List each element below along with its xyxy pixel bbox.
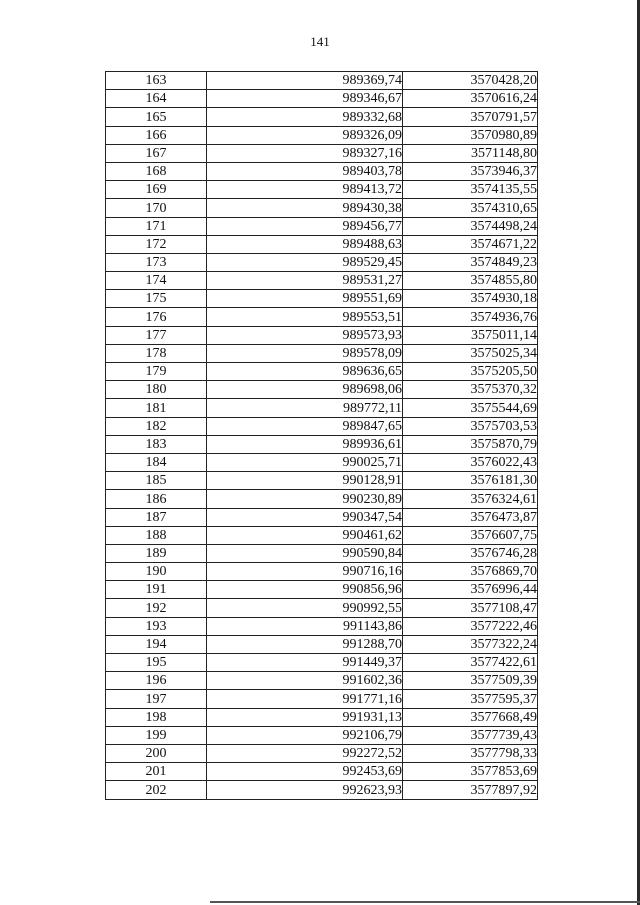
table-row bbox=[106, 381, 538, 399]
y-coordinate-cell: 3570980,89 bbox=[403, 126, 538, 144]
y-coordinate-cell: 3575025,34 bbox=[403, 344, 538, 362]
table-row bbox=[106, 435, 538, 453]
x-coordinate-cell: 991288,70 bbox=[207, 635, 403, 653]
y-coordinate-cell: 3576746,28 bbox=[403, 544, 538, 562]
point-number-cell: 176 bbox=[106, 308, 207, 326]
point-number-cell: 188 bbox=[106, 526, 207, 544]
point-number-cell: 201 bbox=[106, 763, 207, 781]
point-number-cell: 200 bbox=[106, 744, 207, 762]
coordinates-table-body bbox=[106, 72, 538, 800]
point-number-cell: 167 bbox=[106, 144, 207, 162]
point-number-cell: 197 bbox=[106, 690, 207, 708]
table-row bbox=[106, 635, 538, 653]
table-row bbox=[106, 326, 538, 344]
y-coordinate-cell: 3575544,69 bbox=[403, 399, 538, 417]
point-number-cell: 165 bbox=[106, 108, 207, 126]
point-number-cell: 183 bbox=[106, 435, 207, 453]
x-coordinate-cell: 989847,65 bbox=[207, 417, 403, 435]
table-row bbox=[106, 672, 538, 690]
x-coordinate-cell: 989551,69 bbox=[207, 290, 403, 308]
point-number-cell: 196 bbox=[106, 672, 207, 690]
point-number-cell: 178 bbox=[106, 344, 207, 362]
x-coordinate-cell: 991771,16 bbox=[207, 690, 403, 708]
x-coordinate-cell: 989553,51 bbox=[207, 308, 403, 326]
x-coordinate-cell: 989327,16 bbox=[207, 144, 403, 162]
point-number-cell: 164 bbox=[106, 90, 207, 108]
x-coordinate-cell: 989573,93 bbox=[207, 326, 403, 344]
table-row bbox=[106, 126, 538, 144]
point-number-cell: 190 bbox=[106, 563, 207, 581]
table-row bbox=[106, 417, 538, 435]
y-coordinate-cell: 3577595,37 bbox=[403, 690, 538, 708]
point-number-cell: 168 bbox=[106, 162, 207, 180]
y-coordinate-cell: 3576181,30 bbox=[403, 472, 538, 490]
point-number-cell: 192 bbox=[106, 599, 207, 617]
point-number-cell: 174 bbox=[106, 272, 207, 290]
x-coordinate-cell: 989636,65 bbox=[207, 363, 403, 381]
table-row bbox=[106, 708, 538, 726]
point-number-cell: 175 bbox=[106, 290, 207, 308]
y-coordinate-cell: 3574671,22 bbox=[403, 235, 538, 253]
y-coordinate-cell: 3573946,37 bbox=[403, 162, 538, 180]
table-row bbox=[106, 363, 538, 381]
x-coordinate-cell: 990128,91 bbox=[207, 472, 403, 490]
table-row bbox=[106, 744, 538, 762]
point-number-cell: 202 bbox=[106, 781, 207, 799]
x-coordinate-cell: 990461,62 bbox=[207, 526, 403, 544]
y-coordinate-cell: 3577739,43 bbox=[403, 726, 538, 744]
x-coordinate-cell: 989578,09 bbox=[207, 344, 403, 362]
point-number-cell: 179 bbox=[106, 363, 207, 381]
x-coordinate-cell: 992453,69 bbox=[207, 763, 403, 781]
x-coordinate-cell: 992623,93 bbox=[207, 781, 403, 799]
x-coordinate-cell: 991143,86 bbox=[207, 617, 403, 635]
y-coordinate-cell: 3574849,23 bbox=[403, 253, 538, 271]
coordinates-table bbox=[105, 71, 538, 800]
x-coordinate-cell: 989772,11 bbox=[207, 399, 403, 417]
table-row bbox=[106, 508, 538, 526]
table-row bbox=[106, 181, 538, 199]
y-coordinate-cell: 3577108,47 bbox=[403, 599, 538, 617]
x-coordinate-cell: 989531,27 bbox=[207, 272, 403, 290]
point-number-cell: 194 bbox=[106, 635, 207, 653]
table-row bbox=[106, 726, 538, 744]
table-row bbox=[106, 253, 538, 271]
x-coordinate-cell: 989369,74 bbox=[207, 72, 403, 90]
point-number-cell: 173 bbox=[106, 253, 207, 271]
table-row bbox=[106, 308, 538, 326]
x-coordinate-cell: 990716,16 bbox=[207, 563, 403, 581]
table-row bbox=[106, 290, 538, 308]
x-coordinate-cell: 990347,54 bbox=[207, 508, 403, 526]
x-coordinate-cell: 992272,52 bbox=[207, 744, 403, 762]
scan-edge-bottom bbox=[210, 901, 640, 903]
x-coordinate-cell: 991602,36 bbox=[207, 672, 403, 690]
point-number-cell: 195 bbox=[106, 654, 207, 672]
y-coordinate-cell: 3576022,43 bbox=[403, 453, 538, 471]
table-row bbox=[106, 490, 538, 508]
table-row bbox=[106, 144, 538, 162]
point-number-cell: 189 bbox=[106, 544, 207, 562]
table-row bbox=[106, 162, 538, 180]
x-coordinate-cell: 989529,45 bbox=[207, 253, 403, 271]
y-coordinate-cell: 3574135,55 bbox=[403, 181, 538, 199]
x-coordinate-cell: 990025,71 bbox=[207, 453, 403, 471]
point-number-cell: 198 bbox=[106, 708, 207, 726]
x-coordinate-cell: 990856,96 bbox=[207, 581, 403, 599]
x-coordinate-cell: 989488,63 bbox=[207, 235, 403, 253]
y-coordinate-cell: 3577422,61 bbox=[403, 654, 538, 672]
y-coordinate-cell: 3577222,46 bbox=[403, 617, 538, 635]
x-coordinate-cell: 989936,61 bbox=[207, 435, 403, 453]
x-coordinate-cell: 990590,84 bbox=[207, 544, 403, 562]
y-coordinate-cell: 3577798,33 bbox=[403, 744, 538, 762]
y-coordinate-cell: 3577322,24 bbox=[403, 635, 538, 653]
x-coordinate-cell: 991931,13 bbox=[207, 708, 403, 726]
y-coordinate-cell: 3575011,14 bbox=[403, 326, 538, 344]
table-row bbox=[106, 72, 538, 90]
table-row bbox=[106, 344, 538, 362]
point-number-cell: 186 bbox=[106, 490, 207, 508]
table-row bbox=[106, 544, 538, 562]
y-coordinate-cell: 3574310,65 bbox=[403, 199, 538, 217]
table-row bbox=[106, 599, 538, 617]
table-row bbox=[106, 617, 538, 635]
y-coordinate-cell: 3570428,20 bbox=[403, 72, 538, 90]
table-row bbox=[106, 781, 538, 799]
x-coordinate-cell: 989456,77 bbox=[207, 217, 403, 235]
y-coordinate-cell: 3575870,79 bbox=[403, 435, 538, 453]
y-coordinate-cell: 3576996,44 bbox=[403, 581, 538, 599]
y-coordinate-cell: 3571148,80 bbox=[403, 144, 538, 162]
y-coordinate-cell: 3570616,24 bbox=[403, 90, 538, 108]
point-number-cell: 171 bbox=[106, 217, 207, 235]
point-number-cell: 184 bbox=[106, 453, 207, 471]
y-coordinate-cell: 3574498,24 bbox=[403, 217, 538, 235]
point-number-cell: 169 bbox=[106, 181, 207, 199]
point-number-cell: 193 bbox=[106, 617, 207, 635]
point-number-cell: 199 bbox=[106, 726, 207, 744]
y-coordinate-cell: 3575205,50 bbox=[403, 363, 538, 381]
point-number-cell: 182 bbox=[106, 417, 207, 435]
x-coordinate-cell: 989332,68 bbox=[207, 108, 403, 126]
table-row bbox=[106, 472, 538, 490]
y-coordinate-cell: 3577509,39 bbox=[403, 672, 538, 690]
x-coordinate-cell: 990230,89 bbox=[207, 490, 403, 508]
y-coordinate-cell: 3577853,69 bbox=[403, 763, 538, 781]
point-number-cell: 191 bbox=[106, 581, 207, 599]
table-row bbox=[106, 763, 538, 781]
x-coordinate-cell: 989698,06 bbox=[207, 381, 403, 399]
y-coordinate-cell: 3574936,76 bbox=[403, 308, 538, 326]
y-coordinate-cell: 3576473,87 bbox=[403, 508, 538, 526]
point-number-cell: 166 bbox=[106, 126, 207, 144]
table-row bbox=[106, 453, 538, 471]
x-coordinate-cell: 989403,78 bbox=[207, 162, 403, 180]
table-row bbox=[106, 199, 538, 217]
point-number-cell: 185 bbox=[106, 472, 207, 490]
table-row bbox=[106, 654, 538, 672]
table-row bbox=[106, 526, 538, 544]
point-number-cell: 181 bbox=[106, 399, 207, 417]
x-coordinate-cell: 989326,09 bbox=[207, 126, 403, 144]
page-number: 141 bbox=[310, 34, 330, 49]
y-coordinate-cell: 3574930,18 bbox=[403, 290, 538, 308]
x-coordinate-cell: 991449,37 bbox=[207, 654, 403, 672]
table-row bbox=[106, 108, 538, 126]
y-coordinate-cell: 3577897,92 bbox=[403, 781, 538, 799]
point-number-cell: 172 bbox=[106, 235, 207, 253]
table-row bbox=[106, 90, 538, 108]
table-row bbox=[106, 690, 538, 708]
point-number-cell: 180 bbox=[106, 381, 207, 399]
x-coordinate-cell: 992106,79 bbox=[207, 726, 403, 744]
y-coordinate-cell: 3577668,49 bbox=[403, 708, 538, 726]
table-row bbox=[106, 217, 538, 235]
x-coordinate-cell: 989413,72 bbox=[207, 181, 403, 199]
x-coordinate-cell: 989430,38 bbox=[207, 199, 403, 217]
y-coordinate-cell: 3576869,70 bbox=[403, 563, 538, 581]
x-coordinate-cell: 989346,67 bbox=[207, 90, 403, 108]
y-coordinate-cell: 3574855,80 bbox=[403, 272, 538, 290]
point-number-cell: 170 bbox=[106, 199, 207, 217]
table-row bbox=[106, 272, 538, 290]
y-coordinate-cell: 3576324,61 bbox=[403, 490, 538, 508]
table-row bbox=[106, 563, 538, 581]
y-coordinate-cell: 3575370,32 bbox=[403, 381, 538, 399]
table-row bbox=[106, 581, 538, 599]
point-number-cell: 163 bbox=[106, 72, 207, 90]
point-number-cell: 177 bbox=[106, 326, 207, 344]
table-row bbox=[106, 235, 538, 253]
point-number-cell: 187 bbox=[106, 508, 207, 526]
table-row bbox=[106, 399, 538, 417]
x-coordinate-cell: 990992,55 bbox=[207, 599, 403, 617]
y-coordinate-cell: 3570791,57 bbox=[403, 108, 538, 126]
y-coordinate-cell: 3576607,75 bbox=[403, 526, 538, 544]
y-coordinate-cell: 3575703,53 bbox=[403, 417, 538, 435]
